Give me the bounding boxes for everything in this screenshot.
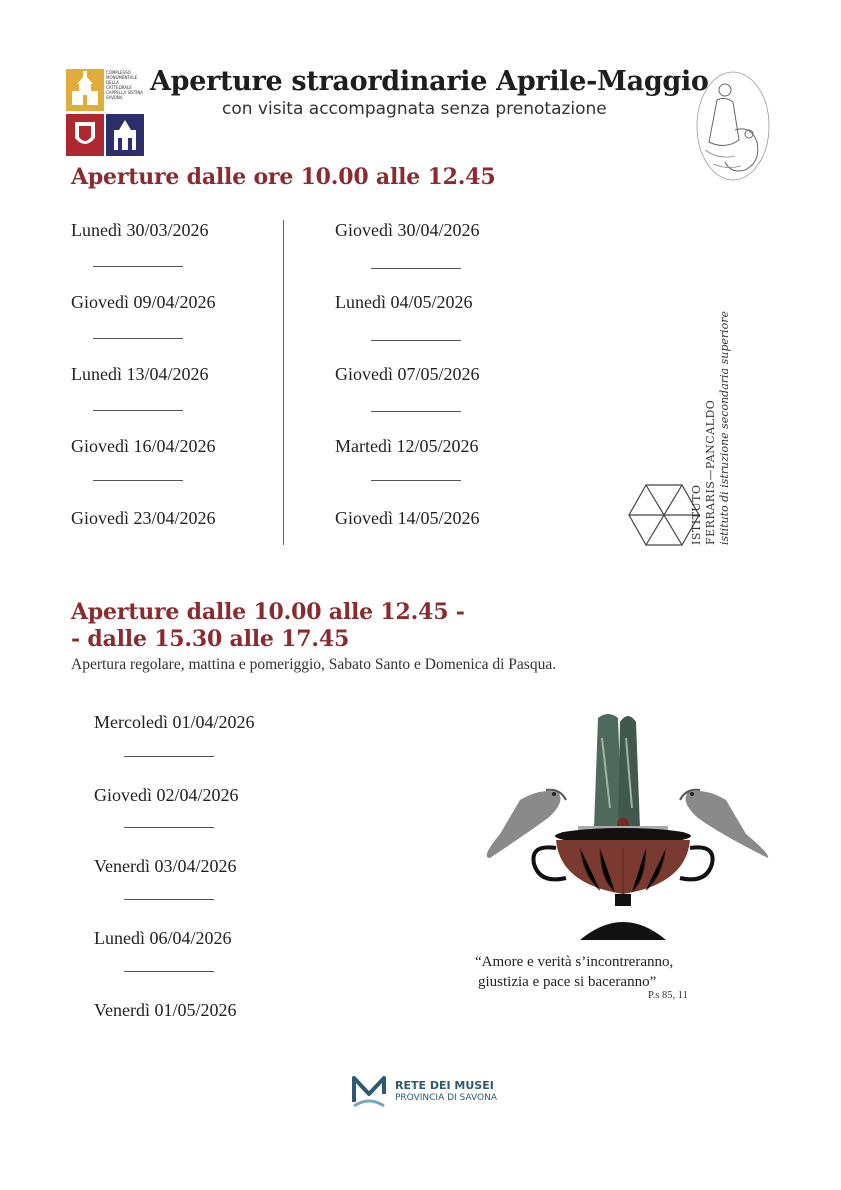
date-item: Lunedì 30/03/2026 [71, 220, 209, 240]
date-item: Lunedì 06/04/2026 [94, 928, 232, 948]
page-title: Aperture straordinarie Aprile-Maggio [150, 66, 709, 97]
section1-heading: Aperture dalle ore 10.00 alle 12.45 [71, 164, 496, 190]
date-item: Martedì 12/05/2026 [335, 436, 479, 456]
separator [93, 338, 183, 339]
church-facade-icon [66, 69, 104, 111]
separator [124, 827, 214, 828]
date-item: Giovedì 09/04/2026 [71, 292, 216, 312]
section2-note: Apertura regolare, mattina e pomeriggio, Sabato Santo e Domenica di Pasqua. [71, 656, 557, 673]
cathedral-logo-text: COMPLESSO MONUMENTALE DELLA CATTEDRALE CAPPELLA SISTINA SAVONA [106, 69, 144, 111]
separator [93, 410, 183, 411]
separator [124, 756, 214, 757]
date-item: Giovedì 16/04/2026 [71, 436, 216, 456]
section2-heading-line2: - dalle 15.30 alle 17.45 [71, 626, 350, 652]
separator [371, 411, 461, 412]
separator [371, 268, 461, 269]
date-item: Lunedì 13/04/2026 [71, 364, 209, 384]
date-item: Venerdì 03/04/2026 [94, 856, 237, 876]
fountain-doves-illustration [470, 708, 775, 946]
section2-heading-line1: Aperture dalle 10.00 alle 12.45 - [71, 599, 465, 625]
psalm-reference: P.s 85, 11 [648, 990, 688, 1001]
separator [93, 266, 183, 267]
date-item: Mercoledì 01/04/2026 [94, 712, 255, 732]
date-item: Giovedì 07/05/2026 [335, 364, 480, 384]
date-item: Venerdì 01/05/2026 [94, 1000, 237, 1020]
date-item: Giovedì 23/04/2026 [71, 508, 216, 528]
tower-icon [106, 114, 144, 156]
rete-musei-title: RETE DEI MUSEI [395, 1079, 494, 1092]
separator [124, 971, 214, 972]
madonna-sketch-illustration [695, 70, 771, 182]
separator [93, 480, 183, 481]
crest-icon [66, 114, 104, 156]
psalm-quote: “Amore e verità s’incontreranno, giustizia e pace si baceranno” [475, 954, 674, 990]
column-divider [283, 220, 284, 545]
page-subtitle: con visita accompagnata senza prenotazione [222, 99, 607, 119]
date-item: Giovedì 30/04/2026 [335, 220, 480, 240]
rete-musei-subtitle: PROVINCIA DI SAVONA [395, 1093, 497, 1103]
separator [124, 899, 214, 900]
date-item: Giovedì 14/05/2026 [335, 508, 480, 528]
date-item: Lunedì 04/05/2026 [335, 292, 473, 312]
separator [371, 340, 461, 341]
cathedral-logo [66, 69, 144, 156]
rete-musei-logo-icon [350, 1072, 388, 1112]
date-item: Giovedì 02/04/2026 [94, 785, 239, 805]
separator [371, 480, 461, 481]
